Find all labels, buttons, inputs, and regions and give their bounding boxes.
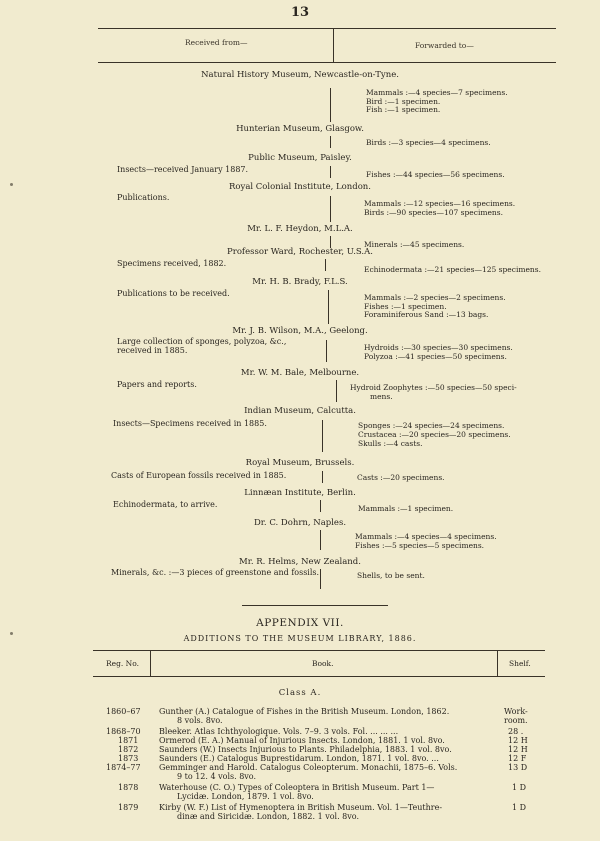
shelf-mark: 1 D [512, 783, 527, 792]
forwarded-item: Mammals :—4 species—4 specimens. [355, 532, 497, 541]
class-heading: Class A. [278, 688, 322, 698]
brace-line [330, 196, 331, 222]
brace-line [325, 259, 326, 271]
brace-line [328, 290, 329, 324]
reg-number: 1874–77 [106, 763, 141, 772]
reg-number: 1879 [118, 803, 139, 812]
shelf-mark: 12 F [508, 754, 527, 763]
reg-number: 1878 [118, 783, 139, 792]
forwarded-item: Hydroid Zoophytes :—50 species—50 speci- [350, 383, 517, 392]
institution-heading: Mr. H. B. Brady, F.L.S. [252, 277, 348, 287]
received-note: Echinodermata, to arrive. [113, 500, 218, 509]
forwarded-item: Birds :—90 species—107 specimens. [364, 208, 503, 217]
table-col-divider [497, 650, 498, 676]
brace-line [326, 340, 327, 362]
forwarded-item: Bird :—1 specimen. [366, 96, 441, 106]
institution-heading: Hunterian Museum, Glasgow. [236, 124, 364, 134]
forwarded-item: Birds :—3 species—4 specimens. [366, 138, 491, 147]
forwarded-item: Echinodermata :—21 species—125 specimens. [364, 265, 541, 274]
brace-line [336, 380, 337, 402]
reg-number: 1872 [118, 745, 139, 754]
institution-heading: Professor Ward, Rochester, U.S.A. [227, 247, 373, 257]
forwarded-item: Mammals :—12 species—16 specimens. [364, 199, 516, 208]
book-entry: Saunders (E.) Catalogus Buprestidarum. London, 1871. 1 vol. 8vo. ... [159, 754, 439, 763]
column-header-shelf: Shelf. [509, 659, 531, 668]
institution-heading: Mr. L. F. Heydon, M.L.A. [247, 224, 353, 234]
brace-line [320, 530, 321, 550]
institution-heading: Public Museum, Paisley. [248, 153, 352, 163]
shelf-mark: 12 H [508, 745, 528, 754]
header-forwarded-to: Forwarded to— [415, 41, 474, 50]
shelf-mark: 13 D [508, 763, 528, 772]
forwarded-item: Foraminiferous Sand :—13 bags. [364, 310, 489, 319]
book-entry: Lycidæ. London, 1879. 1 vol. 8vo. [177, 791, 314, 801]
shelf-mark: 28 . [508, 727, 524, 736]
received-note: Publications. [117, 193, 170, 202]
forwarded-item: Fishes :—44 species—56 specimens. [366, 170, 505, 179]
brace-line [330, 136, 331, 148]
shelf-mark: 1 D [512, 803, 527, 812]
page-number: 13 [290, 5, 310, 20]
institution-heading: Linnæan Institute, Berlin. [244, 488, 356, 498]
reg-number: 1860–67 [106, 707, 141, 716]
forwarded-item: Mammals :—2 species—2 specimens. [364, 293, 506, 302]
brace-line [322, 420, 323, 452]
received-note: Large collection of sponges, polyzoa, &c., received in 1885. [117, 337, 287, 355]
received-note: Insects—Specimens received in 1885. [113, 419, 267, 428]
received-note: Insects—received January 1887. [117, 165, 249, 174]
book-entry: Saunders (W.) Insects Injurious to Plants. Philadelphia, 1883. 1 vol. 8vo. [159, 745, 452, 754]
forwarded-item: Fishes :—1 specimen. [364, 301, 447, 311]
shelf-mark: 12 H [508, 736, 528, 745]
received-note: Specimens received, 1882. [117, 259, 227, 268]
header-divider [333, 28, 334, 62]
scan-speck [10, 183, 13, 186]
column-header-book: Book. [312, 659, 334, 668]
forwarded-item: Minerals :—45 specimens. [364, 240, 465, 249]
institution-heading: Royal Museum, Brussels. [245, 458, 355, 468]
scan-speck [10, 632, 13, 635]
institution-heading: Dr. C. Dohrn, Naples. [253, 518, 347, 528]
brace-line [320, 500, 321, 512]
institution-heading: Natural History Museum, Newcastle-on-Tyne. [201, 70, 399, 80]
forwarded-item: Hydroids :—30 species—30 specimens. [364, 343, 513, 352]
brace-line [320, 569, 321, 589]
header-rule-top [98, 28, 556, 29]
institution-heading: Mr. J. B. Wilson, M.A., Geelong. [232, 326, 368, 336]
book-entry: Gunther (A.) Catalogue of Fishes in the British Museum. London, 1862. [159, 707, 450, 716]
received-note: Papers and reports. [117, 380, 197, 389]
appendix-subtitle: ADDITIONS TO THE MUSEUM LIBRARY, 1886. [183, 634, 417, 643]
forwarded-item: Polyzoa :—41 species—50 specimens. [364, 352, 507, 361]
brace-line [330, 166, 331, 178]
brace-line [330, 88, 331, 122]
forwarded-item: mens. [370, 392, 393, 401]
received-note: Casts of European fossils received in 1885. [111, 471, 287, 480]
reg-number: 1873 [118, 754, 139, 763]
table-rule-top [93, 650, 545, 651]
forwarded-item: Casts :—20 specimens. [357, 473, 445, 482]
appendix-title: APPENDIX VII. [256, 617, 344, 629]
header-rule-bottom [98, 62, 556, 63]
forwarded-item: Shells, to be sent. [357, 571, 425, 580]
received-note: Publications to be received. [117, 289, 230, 298]
book-entry: Kirby (W. F.) List of Hymenoptera in British Museum. Vol. 1—Teuthre- [159, 803, 443, 812]
forwarded-item: Skulls :—4 casts. [358, 439, 423, 448]
shelf-mark: Work-room. [504, 707, 528, 725]
book-entry: 8 vols. 8vo. [177, 715, 223, 725]
header-received-from: Received from— [185, 38, 248, 47]
column-header-reg: Reg. No. [106, 659, 139, 668]
forwarded-item: Sponges :—24 species—24 specimens. [358, 421, 505, 430]
forwarded-item: Fish :—1 specimen. [366, 105, 441, 114]
book-entry: dinæ and Siricidæ. London, 1882. 1 vol. 8vo. [177, 811, 360, 821]
received-note: Minerals, &c. :—3 pieces of greenstone and fossils. [111, 568, 320, 577]
table-rule-bottom [93, 676, 545, 677]
forwarded-item: Fishes :—5 species—5 specimens. [355, 541, 485, 550]
forwarded-item: Mammals :—4 species—7 specimens. [366, 88, 508, 97]
book-entry: 9 to 12. 4 vols. 8vo. [177, 771, 257, 781]
institution-heading: Mr. R. Helms, New Zealand. [239, 557, 361, 567]
book-entry: Ormerod (E. A.) Manual of Injurious Insects. London, 1881. 1 vol. 8vo. [159, 736, 445, 745]
section-separator [242, 605, 388, 606]
institution-heading: Mr. W. M. Bale, Melbourne. [240, 368, 360, 378]
institution-heading: Indian Museum, Calcutta. [244, 406, 356, 416]
book-entry: Bleeker. Atlas Ichthyologique. Vols. 7–9. 3 vols. Fol. ... ... ... [159, 727, 399, 736]
reg-number: 1868–70 [106, 727, 141, 736]
book-entry: Gemminger and Harold. Catalogus Coleopterum. Monachii, 1875–6. Vols. [159, 763, 458, 772]
forwarded-item: Crustacea :—20 species—20 specimens. [358, 430, 511, 439]
brace-line [322, 471, 323, 483]
forwarded-item: Mammals :—1 specimen. [358, 504, 454, 513]
table-col-divider [150, 650, 151, 676]
reg-number: 1871 [118, 736, 139, 745]
institution-heading: Royal Colonial Institute, London. [229, 182, 371, 192]
book-entry: Waterhouse (C. O.) Types of Coleoptera in British Museum. Part 1— [159, 783, 435, 792]
